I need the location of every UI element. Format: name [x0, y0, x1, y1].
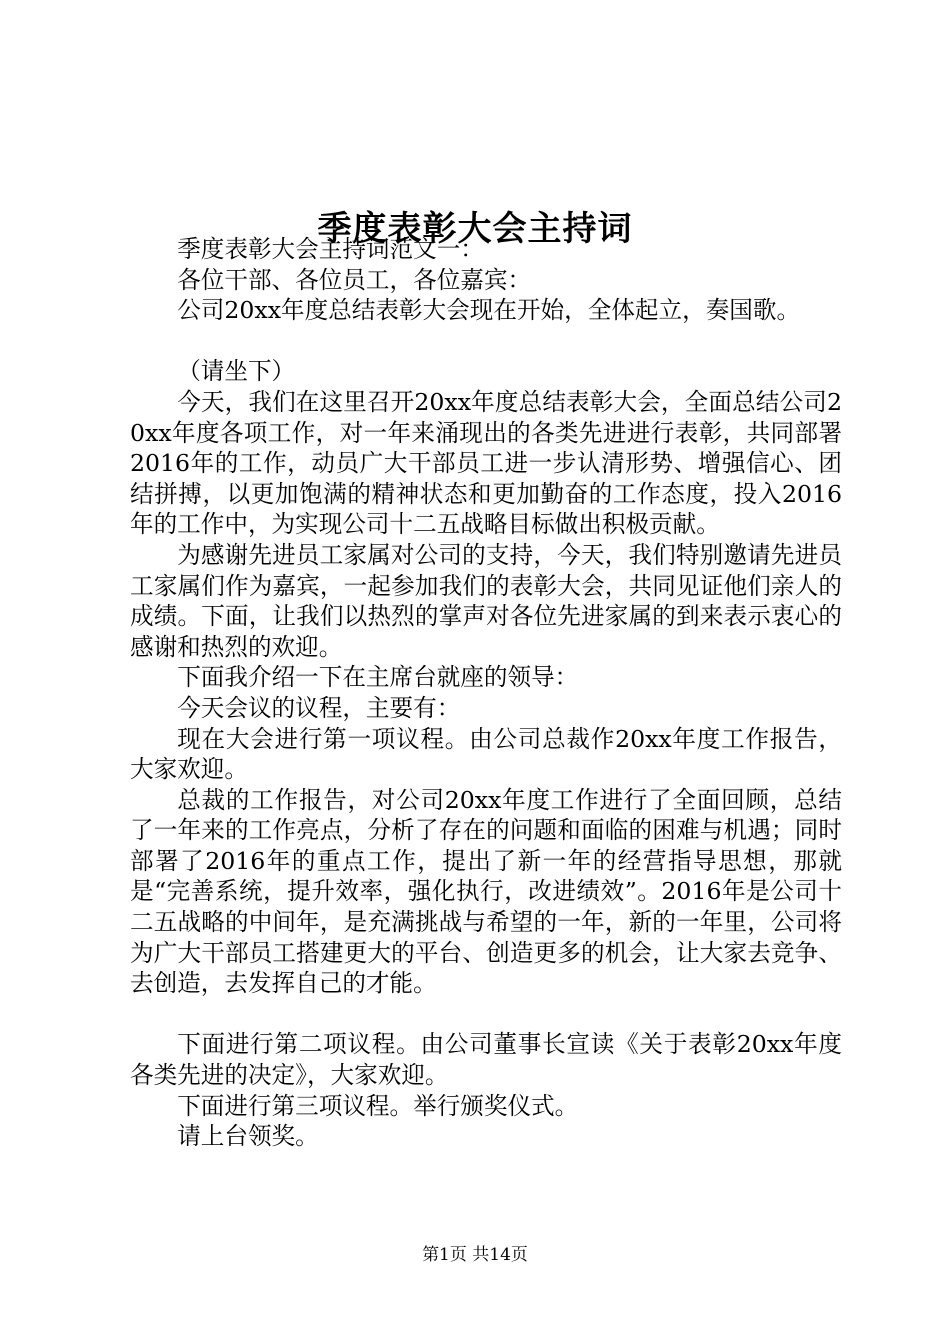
paragraph-salutation: 各位干部、各位员工，各位嘉宾：	[177, 265, 532, 294]
paragraph-award-call: 请上台领奖。	[177, 1122, 319, 1151]
paragraph-purpose: 今天，我们在这里召开20xx年度总结表彰大会，全面总结公司20xx年度各项工作，对一年来涌现出的各类先进进行表彰，共同部署2016年的工作，动员广大干部员工进一步认清形势、增强信心、团结拼搏，以更加饱满的精神状态和更加勤奋的工作态度，投入2016年的工作中，为实现公司十二五战略目标做出积极贡献。	[130, 387, 842, 539]
paragraph-heading: 季度表彰大会主持词范文一：	[177, 235, 484, 263]
page-number-footer: 第1页 共14页	[422, 1245, 528, 1265]
paragraph-report-summary: 总裁的工作报告，对公司20xx年度工作进行了全面回顾，总结了一年来的工作亮点，分析了存在的问题和面临的困难与机遇；同时部署了2016年的重点工作，提出了新一年的经营指导思想，那就是“完善系统，提升效率，强化执行，改进绩效”。2016年是公司十二五战略的中间年，是充满挑战与希望的一年，新的一年里，公司将为广大干部员工搭建更大的平台、创造更多的机会，让大家去竞争、去创造，去发挥自己的才能。	[130, 785, 842, 998]
document-title: 季度表彰大会主持词	[317, 208, 633, 249]
paragraph-family-thanks: 为感谢先进员工家属对公司的支持，今天，我们特别邀请先进员工家属们作为嘉宾，一起参加我们的表彰大会，共同见证他们亲人的成绩。下面，让我们以热烈的掌声对各位先进家属的到来表示衷心的感谢和热烈的欢迎。	[130, 540, 842, 661]
paragraph-agenda: 今天会议的议程，主要有：	[177, 693, 461, 722]
paragraph-sit-down: （请坐下）	[177, 357, 296, 386]
paragraph-opening: 公司20xx年度总结表彰大会现在开始，全体起立，奏国歌。	[177, 296, 801, 325]
document-body	[130, 234, 842, 1152]
paragraph-agenda-item-2: 下面进行第二项议程。由公司董事长宣读《关于表彰20xx年度各类先进的决定》，大家欢迎。	[130, 1030, 842, 1090]
paragraph-agenda-item-3: 下面进行第三项议程。举行颁奖仪式。	[177, 1091, 579, 1120]
paragraph-agenda-item-1: 现在大会进行第一项议程。由公司总裁作20xx年度工作报告，大家欢迎。	[130, 724, 842, 784]
paragraph-leaders-intro: 下面我介绍一下在主席台就座的领导：	[177, 663, 579, 692]
